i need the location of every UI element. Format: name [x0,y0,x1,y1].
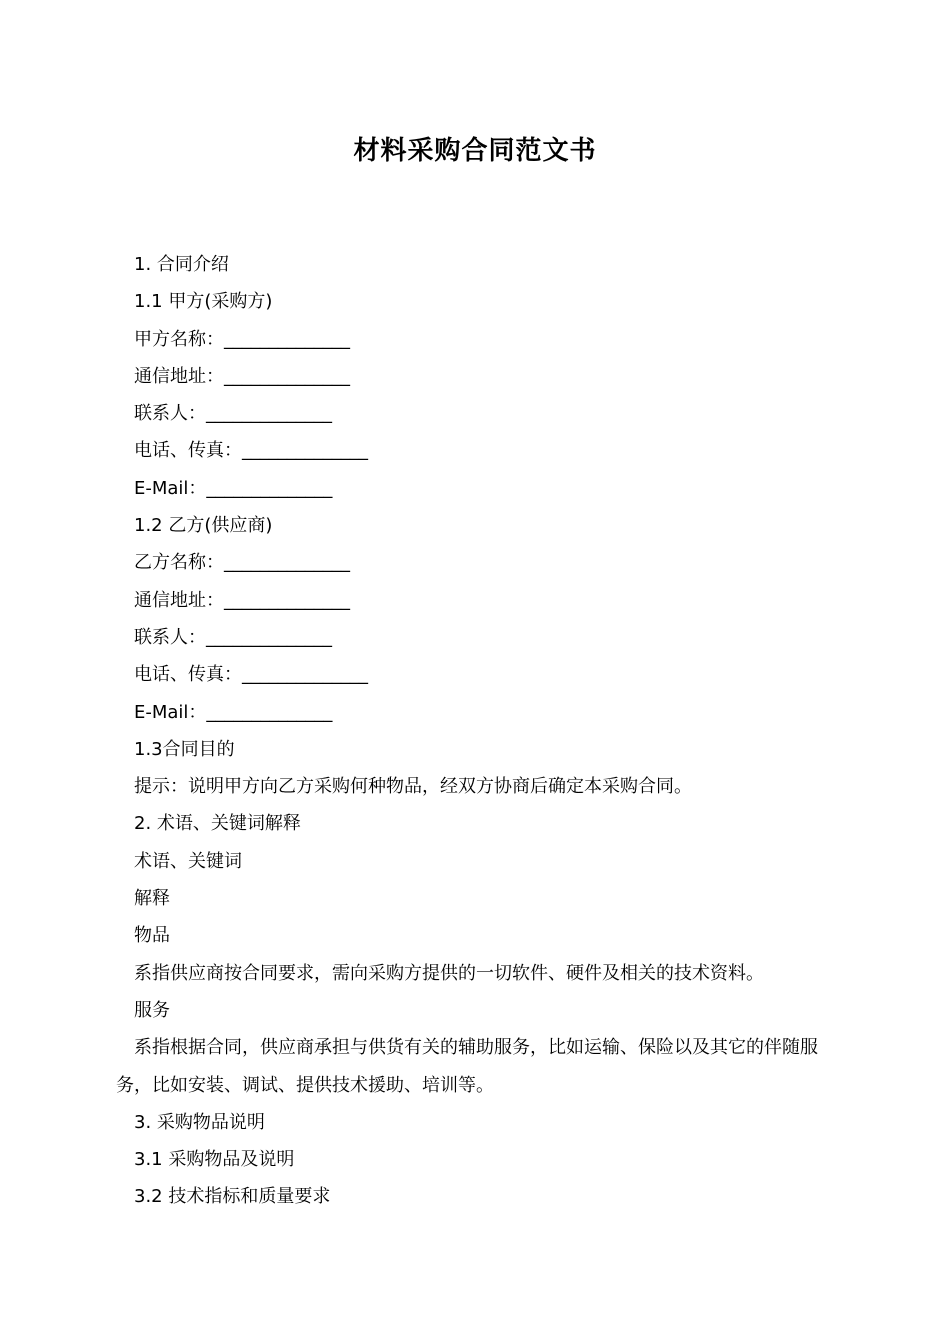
term-column-label: 术语、关键词 [134,850,242,872]
party-b-phone-field: 电话、传真：______________ [134,664,368,686]
term-services: 服务 [134,999,170,1021]
term-goods: 物品 [134,925,170,947]
subsection-heading-1-3: 1.3合同目的 [134,738,235,760]
section-heading-2: 2. 术语、关键词解释 [134,813,301,835]
party-b-contact-field: 联系人：______________ [134,626,332,648]
purpose-hint: 提示：说明甲方向乙方采购何种物品，经双方协商后确定本采购合同。 [134,776,692,798]
party-a-phone-field: 电话、传真：______________ [134,440,368,462]
subsection-heading-3-2: 3.2 技术指标和质量要求 [134,1186,331,1208]
section-heading-1: 1. 合同介绍 [134,254,229,275]
term-goods-definition: 系指供应商按合同要求，需向采购方提供的一切软件、硬件及相关的技术资料。 [134,962,764,984]
subsection-heading-3-1: 3.1 采购物品及说明 [134,1149,295,1171]
party-a-contact-field: 联系人：______________ [134,403,332,425]
document-title: 材料采购合同范文书 [353,136,597,166]
party-b-name-field: 乙方名称：______________ [134,552,350,574]
subsection-heading-1-1: 1.1 甲方(采购方) [134,291,273,313]
document-body [116,246,836,1216]
party-a-email-field: E-Mail：______________ [134,477,333,499]
party-b-address-field: 通信地址：______________ [134,589,350,611]
subsection-heading-1-2: 1.2 乙方(供应商) [134,515,273,537]
party-a-address-field: 通信地址：______________ [134,365,350,387]
party-b-email-field: E-Mail：______________ [134,701,333,723]
party-a-name-field: 甲方名称：______________ [134,328,350,350]
term-services-definition: 系指根据合同，供应商承担与供货有关的辅助服务，比如运输、保险以及其它的伴随服务，比如安装、调试、提供技术援助、培训等。 [116,1037,818,1096]
section-heading-3: 3. 采购物品说明 [134,1111,265,1133]
explanation-column-label: 解释 [134,888,170,910]
